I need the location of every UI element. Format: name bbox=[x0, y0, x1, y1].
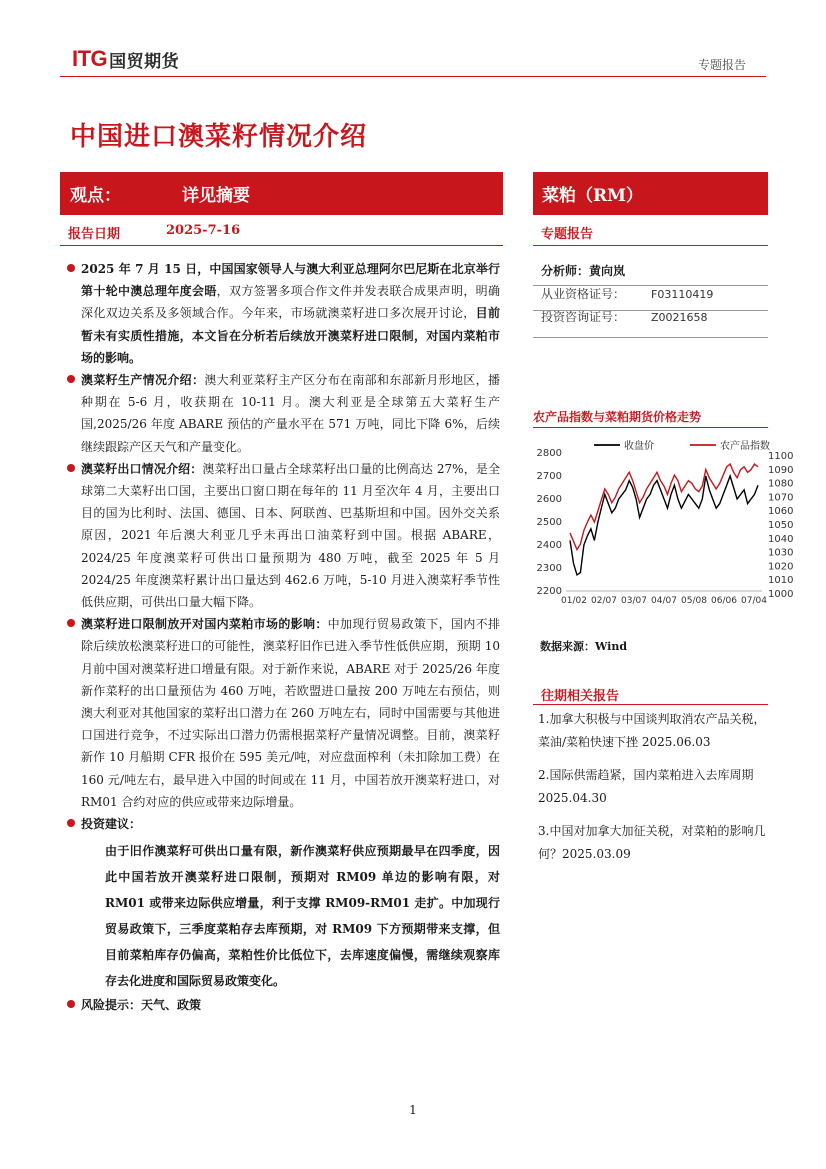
chart-title: 农产品指数与菜粕期货价格走势 bbox=[533, 410, 702, 424]
analyst-name: 黄向岚 bbox=[589, 264, 626, 278]
summary-paragraph-6 bbox=[66, 994, 500, 1016]
analyst-line bbox=[541, 262, 776, 279]
x-axis-tick-label: 01/02 bbox=[561, 596, 587, 606]
x-axis-tick-label: 04/07 bbox=[651, 596, 677, 606]
invest-consult-label: 投资咨询证号： bbox=[541, 310, 626, 324]
header-rule bbox=[60, 76, 766, 77]
price-index-chart bbox=[530, 433, 794, 613]
x-axis-tick-label: 05/08 bbox=[681, 596, 707, 606]
right-axis-tick-label: 1090 bbox=[768, 464, 794, 476]
chart-source: 数据来源：Wind bbox=[540, 640, 628, 653]
viewpoint-bar bbox=[60, 172, 503, 215]
logo bbox=[72, 46, 179, 72]
p6-heading: 风险提示： bbox=[81, 998, 142, 1013]
analyst-label: 分析师： bbox=[541, 264, 590, 278]
summary-paragraph-5 bbox=[66, 813, 500, 994]
legend-label: 农产品指数 bbox=[720, 441, 770, 452]
bullet-icon bbox=[67, 264, 75, 272]
right-axis-tick-label: 1060 bbox=[768, 506, 794, 518]
x-axis-tick-label: 03/07 bbox=[621, 596, 647, 606]
analyst-divider-3 bbox=[533, 337, 768, 338]
right-axis-tick-label: 1050 bbox=[768, 520, 794, 531]
p4-heading: 澳菜籽进口限制放开对国内菜粕市场的影响： bbox=[81, 617, 328, 632]
related-report-item[interactable]: 3.中国对加拿大加征关税，对菜粕的影响几何？2025.03.09 bbox=[538, 824, 766, 861]
viewpoint-label: 观点： bbox=[70, 186, 121, 206]
left-axis-tick-label: 2600 bbox=[536, 494, 562, 505]
right-axis-tick-label: 1010 bbox=[768, 575, 794, 587]
related-report-item[interactable]: 1.加拿大积极与中国谈判取消农产品关税，菜油/菜粕快速下挫 2025.06.03 bbox=[538, 712, 766, 749]
invest-consult-number: Z0021658 bbox=[651, 311, 708, 324]
left-axis-tick-label: 2500 bbox=[536, 517, 562, 528]
right-axis-tick-label: 1040 bbox=[768, 533, 794, 545]
p5-heading: 投资建议： bbox=[81, 817, 142, 832]
summary-paragraph-3 bbox=[66, 458, 500, 613]
qualification-number: F03110419 bbox=[651, 288, 714, 301]
p1-text: ，双方签署多项合作文件并发表联合成果声明，明确深化双边关系及多领域合作。今年来，市场就澳菜籽进口多次展开讨论， bbox=[81, 284, 500, 321]
related-report-item[interactable]: 2.国际供需趋紧，国内菜粕进入去库周期 2025.04.30 bbox=[538, 768, 754, 805]
left-axis-tick-label: 2300 bbox=[536, 563, 562, 574]
x-axis-tick-label: 02/07 bbox=[591, 596, 617, 606]
investment-advice-body: 由于旧作澳菜籽可供出口量有限，新作澳菜籽供应预期最早在四季度，因此中国若放开澳菜籽进口限制，预期对 RM09 单边的影响有限，对 RM01 或带来边际供应增量，利于支撑 RM09-RM01 走扩。中加现行贸易政策下，三季度菜粕存去库预期，对 RM09 下方预期带来支撑，但目前菜粕库存仍偏高，菜粕性价比低位下，去库速度偏慢，需继续观察库存去化进度和国际贸易政策变化。 bbox=[105, 844, 500, 989]
p3-text: 澳菜籽出口量占全球菜籽出口量的比例高达 27%，是全球第二大菜籽出口国，主要出口窗口期在每年的 11 月至次年 4 月，主要出口目的国为比利时、法国、德国、日本、阿联酋、巴基斯坦和中国。因外交关系原因，2021 年后澳大利亚几乎未再出口油菜籽到中国。根据 ABARE，2024/25 年度澳菜籽可供出口量预期为 480 万吨，截至 2025 年 5 月 2024/25 年度澳菜籽累计出口量达到 462.6 万吨，5-10 月进入澳菜籽季节性低供应期，可供出口量大幅下降。 bbox=[81, 461, 500, 610]
right-axis-tick-label: 1000 bbox=[768, 589, 794, 600]
product-bar bbox=[533, 172, 768, 215]
side-report-kind: 专题报告 bbox=[533, 220, 768, 246]
report-date-label: 报告日期 bbox=[68, 227, 121, 242]
page-number: 1 bbox=[409, 1103, 417, 1117]
p6-text: 天气、政策 bbox=[141, 998, 202, 1013]
related-reports-title: 往期相关报告 bbox=[541, 689, 620, 704]
analyst-block bbox=[541, 262, 776, 325]
p4-text: 中加现行贸易政策下，国内不排除后续放松澳菜籽进口的可能性，澳菜籽旧作已进入季节性低供应期，预期 10 月前中国对澳菜籽进口增量有限。对于新作来说，ABARE 对于 2025/26 年度新作菜籽的出口量预估为 460 万吨，若欧盟进口量按 200 万吨左右预估，则澳大利亚对其他国家的菜籽出口潜力在 260 万吨左右，同时中国需要与其他进口国进行竞争，不过实际出口潜力仍需根据菜籽产量情况调整。目前，澳菜籽新作 10 月船期 CFR 报价在 595 美元/吨，对应盘面榨利（未扣除加工费）在 160 元/吨左右，最早进入中国的时间或在 11 月，中国若放开澳菜籽进口，对 RM01 合约对应的供应或带来边际增量。 bbox=[81, 617, 500, 809]
p3-heading: 澳菜籽出口情况介绍： bbox=[81, 461, 203, 476]
page-title: 中国进口澳菜籽情况介绍 bbox=[70, 122, 368, 152]
bullet-icon bbox=[67, 819, 75, 827]
qualification-label: 从业资格证号： bbox=[541, 287, 626, 301]
x-axis-tick-label: 06/06 bbox=[711, 596, 737, 606]
analyst-divider-2 bbox=[533, 310, 768, 311]
legend-label: 收盘价 bbox=[624, 441, 654, 452]
x-axis-tick-label: 07/04 bbox=[741, 596, 767, 606]
left-axis-tick-label: 2200 bbox=[536, 586, 562, 597]
p1-bold-2: 目前暂未有实质性措施，本文旨在分析若后续放开澳菜籽进口限制，对国内菜粕市场的影响。 bbox=[81, 306, 500, 365]
bullet-icon bbox=[67, 375, 75, 383]
product-label: 菜粕（RM） bbox=[542, 186, 643, 206]
summary-body bbox=[66, 258, 500, 1016]
right-axis-tick-label: 1100 bbox=[768, 451, 794, 462]
related-reports-rule bbox=[533, 704, 768, 705]
related-reports-list bbox=[538, 708, 766, 876]
logo-itg: ITG bbox=[72, 46, 108, 71]
right-axis-tick-label: 1070 bbox=[768, 492, 794, 504]
chart-title-rule bbox=[533, 427, 768, 428]
summary-paragraph-2 bbox=[66, 369, 500, 458]
viewpoint-value: 详见摘要 bbox=[182, 186, 250, 206]
right-axis-tick-label: 1030 bbox=[768, 547, 794, 559]
left-axis-tick-label: 2400 bbox=[536, 540, 562, 551]
report-type-label: 专题报告 bbox=[697, 58, 746, 72]
report-date-value: 2025-7-16 bbox=[166, 223, 241, 238]
logo-company-name: 国贸期货 bbox=[109, 51, 180, 72]
right-axis-tick-label: 1080 bbox=[768, 478, 794, 490]
p2-heading: 澳菜籽生产情况介绍： bbox=[81, 373, 205, 388]
close-price-line bbox=[570, 476, 758, 575]
p2-text: 澳大利亚菜籽主产区分布在南部和东部新月形地区，播种期在 5-6 月，收获期在 10-11 月。澳大利亚是全球第五大菜籽生产国,2025/26 年度 ABARE 预估的产量水平在 571 万吨，同比下降 6%，后续继续跟踪产区天气和产量变化。 bbox=[81, 373, 500, 454]
analyst-divider-1 bbox=[533, 285, 768, 286]
right-axis-tick-label: 1020 bbox=[768, 561, 794, 573]
summary-paragraph-4 bbox=[66, 613, 500, 813]
bullet-icon bbox=[67, 464, 75, 472]
summary-paragraph-1 bbox=[66, 258, 500, 369]
report-date-row bbox=[60, 220, 503, 246]
left-axis-tick-label: 2700 bbox=[536, 471, 562, 482]
p1-bold-1: 2025 年 7 月 15 日，中国国家领导人与澳大利亚总理阿尔巴尼斯在北京举行第十轮中澳总理年度会晤 bbox=[81, 262, 500, 299]
left-axis-tick-label: 2800 bbox=[536, 448, 562, 459]
qualification-row bbox=[541, 285, 776, 302]
bullet-icon bbox=[67, 1000, 75, 1008]
bullet-icon bbox=[67, 619, 75, 627]
